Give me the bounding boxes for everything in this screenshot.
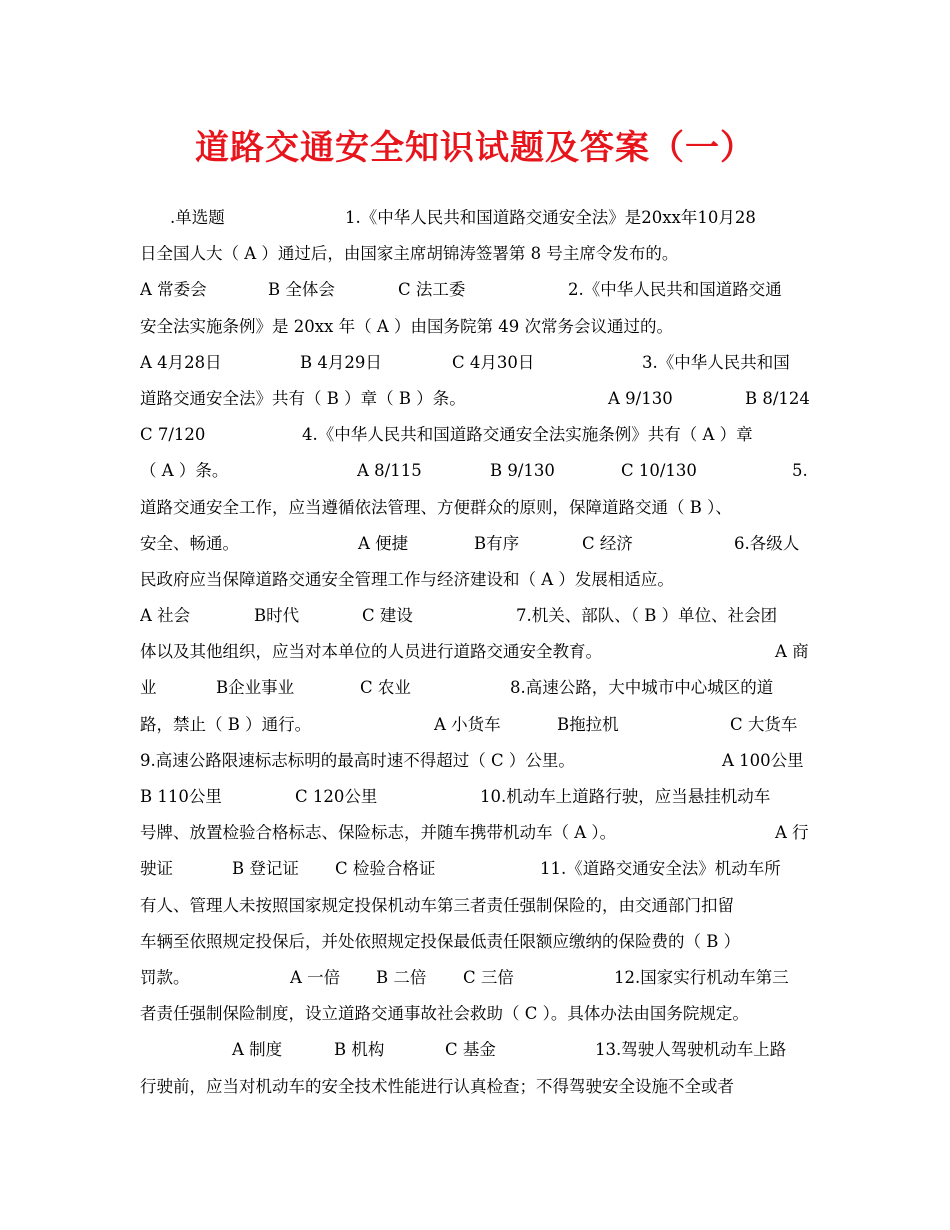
text-segment: A 9/130 — [608, 388, 673, 408]
text-segment: A 商 — [775, 642, 809, 662]
text-line — [140, 562, 815, 598]
text-line — [140, 743, 815, 779]
text-segment: （ A ）条。 — [140, 461, 229, 481]
text-line — [140, 526, 815, 562]
text-segment: B 登记证 — [232, 859, 299, 879]
text-segment: B企业事业 — [216, 678, 295, 698]
text-segment: A 4月28日 — [140, 352, 222, 372]
text-segment: .单选题 — [170, 208, 225, 227]
text-line — [140, 598, 815, 634]
text-segment: C 经济 — [582, 533, 633, 553]
text-segment: 行驶前，应当对机动车的安全技术性能进行认真检查；不得驾驶安全设施不全或者 — [140, 1076, 734, 1096]
text-segment: 1.《中华人民共和国道路交通安全法》是20xx年10月28 — [345, 208, 756, 227]
text-segment: B有序 — [474, 533, 520, 553]
text-line — [140, 1069, 815, 1105]
text-line — [140, 381, 815, 417]
text-segment: 安全法实施条例》是 20xx 年（ A ）由国务院第 49 次常务会议通过的。 — [140, 316, 673, 336]
text-segment: B 二倍 — [376, 967, 427, 987]
document-body — [140, 200, 815, 1105]
text-segment: B拖拉机 — [557, 714, 619, 734]
text-segment: 9.高速公路限速标志标明的最高时速不得超过（ C ）公里。 — [140, 750, 575, 770]
text-line — [140, 200, 815, 236]
text-segment: A 小货车 — [434, 714, 501, 734]
text-segment: 民政府应当保障道路交通安全管理工作与经济建设和（ A ）发展相适应。 — [140, 569, 674, 589]
text-segment: 6.各级人 — [734, 533, 800, 553]
text-line — [140, 960, 815, 996]
text-segment: A 制度 — [232, 1040, 283, 1060]
text-segment: 罚款。 — [140, 967, 190, 987]
text-line — [140, 670, 815, 706]
text-segment: 11.《道路交通安全法》机动车所 — [540, 859, 781, 879]
text-segment: C 法工委 — [398, 280, 466, 300]
text-segment: A 行 — [775, 823, 809, 843]
text-segment: A 一倍 — [290, 967, 341, 987]
text-segment: B 机构 — [334, 1040, 385, 1060]
text-line — [140, 888, 815, 924]
text-segment: B 110公里 — [140, 787, 222, 806]
text-line — [140, 707, 815, 743]
text-line — [140, 236, 815, 272]
text-segment: A 社会 — [140, 606, 191, 626]
text-segment: 号牌、放置检验合格标志、保险标志，并随车携带机动车（ A ）。 — [140, 823, 617, 843]
text-line — [140, 417, 815, 453]
text-line — [140, 779, 815, 815]
text-line — [140, 634, 815, 670]
text-segment: C 检验合格证 — [335, 859, 436, 879]
text-segment: 路，禁止（ B ）通行。 — [140, 714, 312, 734]
text-segment: 10.机动车上道路行驶，应当悬挂机动车 — [480, 787, 771, 806]
text-segment: B 9/130 — [490, 461, 555, 481]
text-segment: 8.高速公路，大中城市中心城区的道 — [510, 678, 774, 698]
text-segment: 3.《中华人民共和国 — [642, 352, 790, 372]
text-segment: A 100公里 — [722, 750, 804, 770]
text-segment: 者责任强制保险制度，设立道路交通事故社会救助（ C ）。具体办法由国务院规定。 — [140, 1004, 749, 1024]
text-line — [140, 309, 815, 345]
text-segment: C 农业 — [360, 678, 411, 698]
text-segment: 12.国家实行机动车第三 — [614, 967, 789, 987]
text-segment: B时代 — [254, 606, 300, 626]
text-segment: C 4月30日 — [452, 352, 535, 372]
text-segment: 道路交通安全工作，应当遵循依法管理、方便群众的原则，保障道路交通（ B ）、 — [140, 497, 732, 517]
text-segment: B 全体会 — [268, 280, 335, 300]
text-segment: 7.机关、部队、（ B ）单位、社会团 — [516, 606, 778, 626]
text-segment: 有人、管理人未按照国家规定投保机动车第三者责任强制保险的，由交通部门扣留 — [140, 895, 734, 915]
text-line — [140, 924, 815, 960]
text-segment: C 7/120 — [140, 425, 206, 445]
text-segment: 体以及其他组织，应当对本单位的人员进行道路交通安全教育。 — [140, 642, 602, 662]
text-segment: 业 — [140, 678, 157, 698]
text-segment: A 常委会 — [140, 280, 207, 300]
text-line — [140, 345, 815, 381]
text-segment: C 大货车 — [730, 714, 798, 734]
text-segment: C 10/130 — [621, 461, 697, 481]
text-segment: 2.《中华人民共和国道路交通 — [568, 280, 782, 300]
text-line — [140, 1032, 815, 1068]
text-segment: A 8/115 — [357, 461, 422, 481]
text-line — [140, 815, 815, 851]
text-segment: 日全国人大（ A ）通过后，由国家主席胡锦涛签署第 8 号主席令发布的。 — [140, 244, 679, 264]
text-segment: 4.《中华人民共和国道路交通安全法实施条例》共有（ A ）章 — [302, 425, 753, 445]
text-segment: 安全、畅通。 — [140, 533, 239, 553]
text-segment: 道路交通安全法》共有（ B ）章（ B ）条。 — [140, 388, 466, 408]
text-line — [140, 453, 815, 489]
text-segment: C 基金 — [445, 1040, 496, 1060]
text-segment: C 建设 — [362, 606, 413, 626]
text-segment: A 便捷 — [358, 533, 409, 553]
text-segment: 车辆至依照规定投保后，并处依照规定投保最低责任限额应缴纳的保险费的（ B ） — [140, 931, 741, 951]
text-segment: C 120公里 — [295, 787, 378, 806]
text-segment: 5. — [792, 461, 808, 481]
text-segment: 13.驾驶人驾驶机动车上路 — [595, 1040, 787, 1060]
text-segment: B 4月29日 — [300, 352, 382, 372]
text-segment: C 三倍 — [463, 967, 514, 987]
text-segment: B 8/124 — [745, 388, 810, 408]
text-line — [140, 851, 815, 887]
document-title: 道路交通安全知识试题及答案（一） — [195, 128, 755, 168]
text-line — [140, 996, 815, 1032]
text-line — [140, 272, 815, 308]
text-line — [140, 490, 815, 526]
text-segment: 驶证 — [140, 859, 173, 879]
